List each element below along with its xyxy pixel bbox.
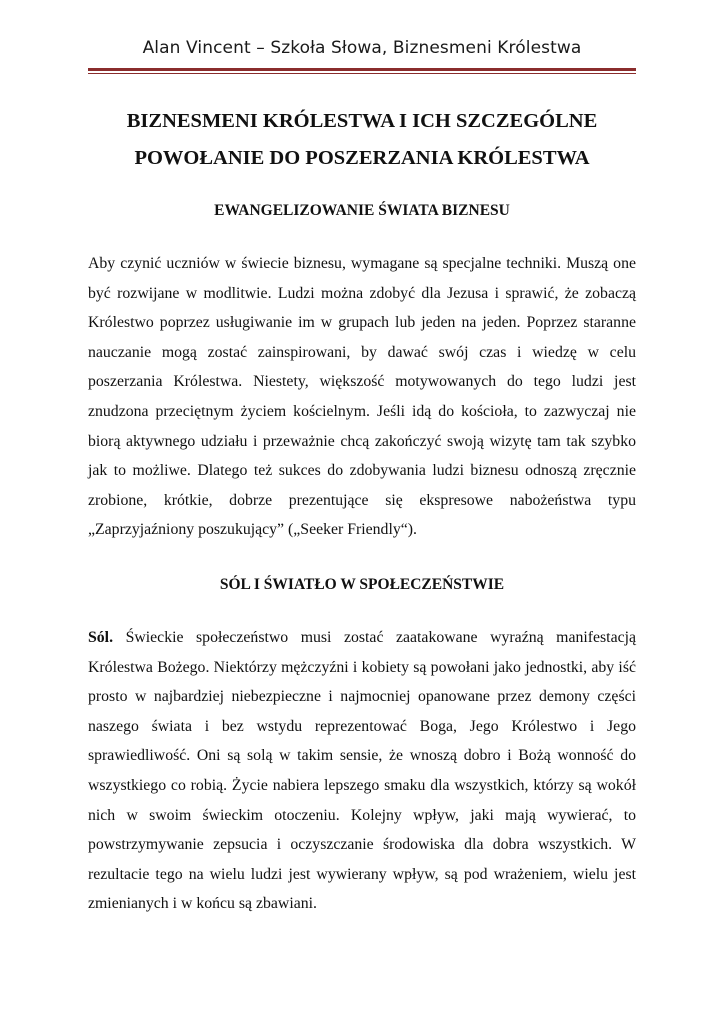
document-title-line-1: BIZNESMENI KRÓLESTWA I ICH SZCZEGÓLNE xyxy=(126,110,598,132)
section-heading-evangelizing: EWANGELIZOWANIE ŚWIATA BIZNESU xyxy=(214,202,510,219)
paragraph-salt-lead: Sól. xyxy=(88,629,114,646)
header-rule-thick xyxy=(88,68,636,71)
paragraph-salt-body: Świeckie społeczeństwo musi zostać zaatakowane wyraźną manifestacją Królestwa Bożego. Niektórzy mężczyźni i kobiety są powołani jako jednostki, aby iść prosto w najbardziej niebezpieczne i najmocniej opanowane przez demony części naszego świata i bez wstydu reprezentować Boga, Jego Królestwo i Jego sprawiedliwość. Oni są solą w takim sensie, że wnoszą dobro i Bożą wonność do wszystkiego co robią. Życie nabiera lepszego smaku dla wszystkich, którzy są wokół nich w swoim świeckim otoczeniu. Kolejny wpływ, jaki mają wywierać, to powstrzymywanie zepsucia i oczyszczanie środowiska dla dobra wszystkich. W rezultacie tego na wielu ludzi jest wywierany wpływ, są pod wrażeniem, wielu jest zmienianych i w końcu są zbawiani. xyxy=(88,629,636,913)
paragraph-salt xyxy=(88,623,636,919)
running-header: Alan Vincent – Szkoła Słowa, Biznesmeni Królestwa xyxy=(142,38,582,58)
paragraph-evangelizing: Aby czynić uczniów w świecie biznesu, wymagane są specjalne techniki. Muszą one być rozwijane w modlitwie. Ludzi można zdobyć dla Jezusa i sprawić, że zobaczą Królestwo poprzez usługiwanie im w grupach lub jeden na jeden. Poprzez staranne nauczanie mogą zostać zainspirowani, by dawać swój czas i wiedzę w celu poszerzania Królestwa. Niestety, większość motywowanych do tego ludzi jest znudzona przeciętnym życiem kościelnym. Jeśli idą do kościoła, to zazwyczaj nie biorą aktywnego udziału i przeważnie chcą zakończyć swoją wizytę tam tak szybko jak to możliwe. Dlatego też sukces do zdobywania ludzi biznesu odnoszą zręcznie zrobione, krótkie, dobrze prezentujące się ekspresowe nabożeństwa typu „Zaprzyjaźniony poszukujący” („Seeker Friendly“). xyxy=(88,255,636,539)
document-title xyxy=(88,103,636,177)
document-title-line-2: POWOŁANIE DO POSZERZANIA KRÓLESTWA xyxy=(134,147,590,169)
header-rule-thin xyxy=(88,73,636,74)
section-heading-salt-light: SÓL I ŚWIATŁO W SPOŁECZEŃSTWIE xyxy=(219,576,505,593)
